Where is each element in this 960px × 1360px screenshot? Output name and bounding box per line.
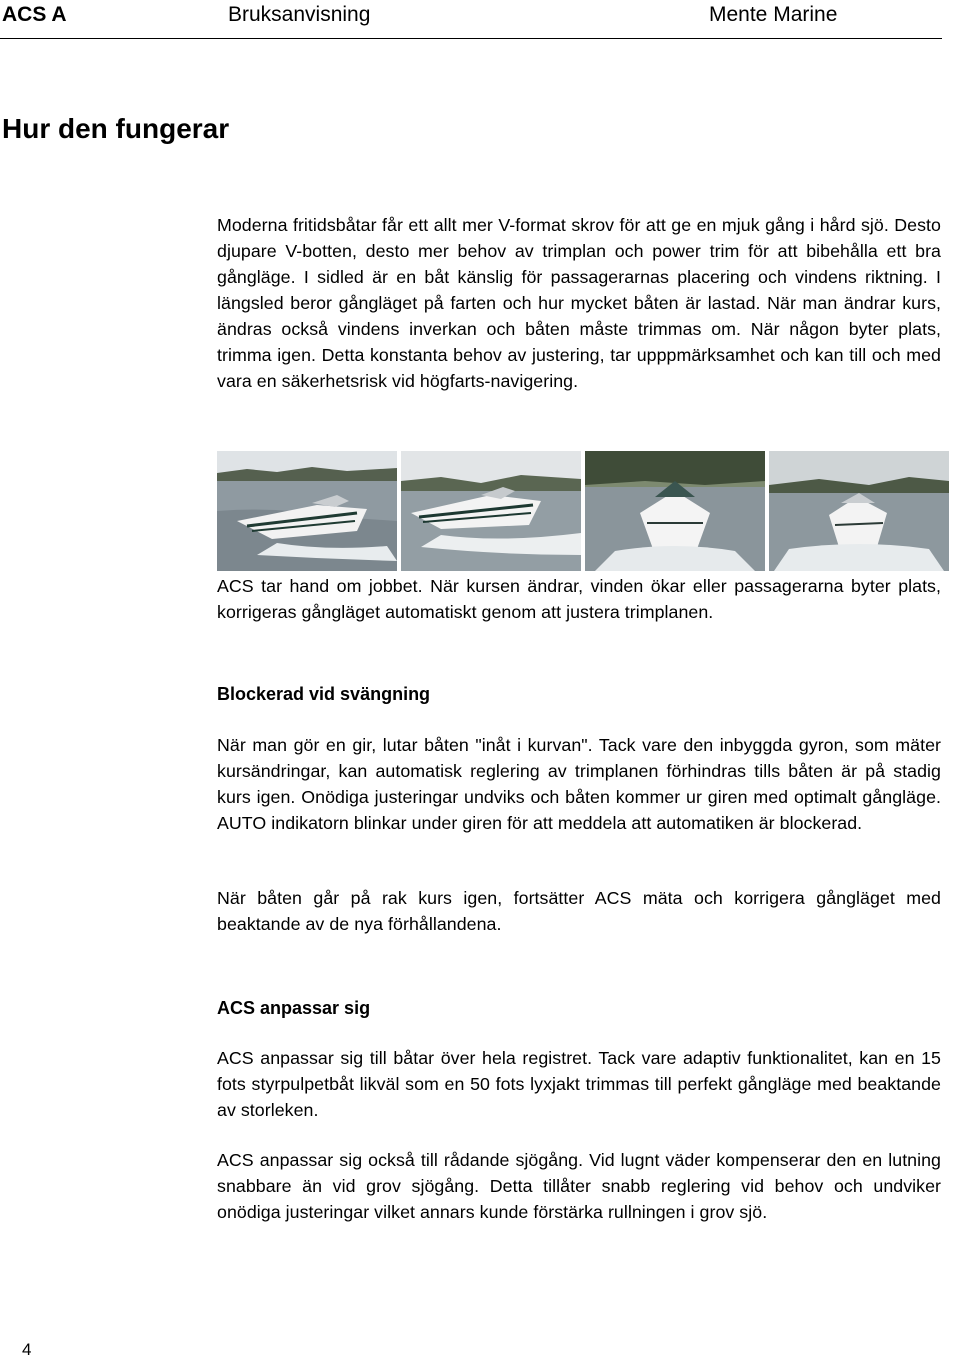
section-heading-adapt: ACS anpassar sig bbox=[217, 998, 371, 1018]
boat-photo-3 bbox=[585, 451, 765, 571]
page-number: 4 bbox=[22, 1340, 32, 1359]
boat-photo-strip bbox=[217, 451, 949, 571]
section-adapt-paragraph-1: ACS anpassar sig till båtar över hela registret. Tack vare adaptiv funktionalitet, kan en 15 fots styrpulpetbåt likväl som en 50 fots lyxjakt trimmas till perfekt gångläge med beaktande av storleken. bbox=[217, 1048, 941, 1120]
section-adapt-paragraph-2: ACS anpassar sig också till rådande sjögång. Vid lugnt väder kompenserar den en lutning snabbare än vid grov sjögång. Detta tillåter snabb reglering vid behov och undviker onödiga justeringar vilket annars kunde förstärka rullningen i grov sjö. bbox=[217, 1150, 941, 1222]
section-turn-paragraph-1: När man gör en gir, lutar båten "inåt i kurvan". Tack vare den inbyggda gyron, som mäter kursändringar, kan automatisk reglering av trimplanen förhindras tills båten är på stadig kurs igen. Onödiga justeringar undviks och båten kommer ur giren med optimalt gångläge. AUTO indikatorn blinkar under giren för att meddela att automatiken är blockerad. bbox=[217, 735, 941, 833]
boat-photo-2 bbox=[401, 451, 581, 571]
boat-photo-1 bbox=[217, 451, 397, 571]
photo-caption: ACS tar hand om jobbet. När kursen ändrar, vinden ökar eller passagerarna byter plats, korrigeras gångläget automatiskt genom att justera trimplanen. bbox=[217, 576, 941, 622]
section-heading-turn: Blockerad vid svängning bbox=[217, 684, 431, 704]
boat-photo-4 bbox=[769, 451, 949, 571]
header-doc-type: Bruksanvisning bbox=[228, 3, 371, 26]
section-turn-paragraph-2: När båten går på rak kurs igen, fortsätter ACS mäta och korrigera gångläget med beaktande av de nya förhållandena. bbox=[217, 888, 941, 934]
page-title: Hur den fungerar bbox=[2, 113, 230, 144]
header-company: Mente Marine bbox=[709, 3, 838, 26]
intro-paragraph: Moderna fritidsbåtar får ett allt mer V-format skrov för att ge en mjuk gång i hård sjö. Desto djupare V-botten, desto mer behov av trimplan och power trim för att bibehålla ett bra gångläge. I sidled är en båt känslig för passagerarnas placering och vindens riktning. I längsled beror gångläget på farten och hur mycket båten är lastad. När man ändrar kurs, ändras också vindens inverkan och båten måste trimmas om. När någon byter plats, trimma igen. Detta konstanta behov av justering, tar upppmärksamhet och kan till och med vara en säkerhetsrisk vid högfarts-navigering. bbox=[217, 215, 941, 391]
page-header bbox=[0, 0, 942, 39]
header-product: ACS A bbox=[2, 3, 67, 26]
